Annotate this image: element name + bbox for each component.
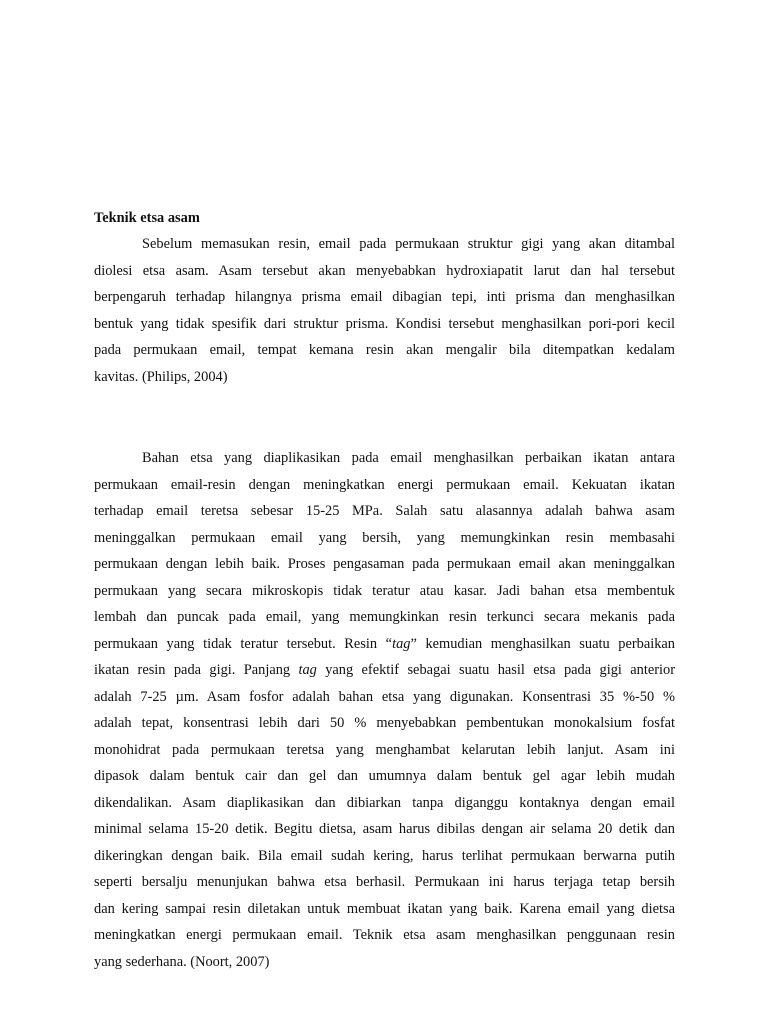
paragraph-line: lembah dan puncak pada email, yang memungkinkan resin terkunci secara mekanis pada [94, 609, 675, 625]
paragraph-1 [94, 234, 675, 393]
paragraph-line-with-italic: permukaan yang tidak teratur tersebut. Resin “tag” kemudian menghasilkan suatu perbaikan [94, 635, 675, 652]
paragraph-line: permukaan email-resin dengan meningkatkan energi permukaan email. Kekuatan ikatan [94, 476, 675, 493]
paragraph-line: permukaan dengan lebih baik. Proses pengasaman pada permukaan email akan meninggalkan [94, 556, 675, 572]
paragraph-line: berpengaruh terhadap hilangnya prisma email dibagian tepi, inti prisma dan menghasilkan [94, 289, 675, 305]
paragraph-line: terhadap email teretsa sebesar 15-25 MPa. Salah satu alasannya adalah bahwa asam [94, 503, 675, 519]
paragraph-line: meninggalkan permukaan email yang bersih, yang memungkinkan resin membasahi [94, 529, 675, 546]
paragraph-line: minimal selama 15-20 detik. Begitu dietsa, asam harus dibilas dengan air selama 20 detik dan [94, 821, 675, 837]
paragraph-line: Bahan etsa yang diaplikasikan pada email menghasilkan perbaikan ikatan antara [142, 450, 675, 466]
paragraph-line: dikeringkan dengan baik. Bila email sudah kering, harus terlihat permukaan berwarna putih [94, 847, 675, 864]
paragraph-line: seperti bersalju menunjukan bahwa etsa berhasil. Permukaan ini harus terjaga tetap bersih [94, 874, 675, 890]
paragraph-line: dan kering sampai resin diletakan untuk membuat ikatan yang baik. Karena email yang dietsa [94, 900, 675, 917]
paragraph-line: diolesi etsa asam. Asam tersebut akan menyebabkan hydroxiapatit larut dan hal tersebut [94, 262, 675, 279]
paragraph-line: dipasok dalam bentuk cair dan gel dan umumnya dalam bentuk gel agar lebih mudah [94, 768, 675, 784]
paragraph-line: meningkatkan energi permukaan email. Teknik etsa asam menghasilkan penggunaan resin [94, 927, 675, 943]
italic-term: tag [298, 662, 317, 678]
paragraph-line: kavitas. (Philips, 2004) [94, 368, 228, 385]
paragraph-line-with-italic: ikatan resin pada gigi. Panjang tag yang efektif sebagai suatu hasil etsa pada gigi anterior [94, 662, 675, 678]
paragraph-line: dikendalikan. Asam diaplikasikan dan dibiarkan tanpa diganggu kontaknya dengan email [94, 794, 675, 811]
paragraph-line: pada permukaan email, tempat kemana resin akan mengalir bila ditempatkan kedalam [94, 342, 675, 358]
paragraph-line: yang sederhana. (Noort, 2007) [94, 953, 270, 970]
paragraph-line: permukaan yang secara mikroskopis tidak teratur atau kasar. Jadi bahan etsa membentuk [94, 582, 675, 599]
italic-term: tag [392, 635, 411, 652]
paragraph-line: monohidrat pada permukaan teretsa yang menghambat kelarutan lebih lanjut. Asam ini [94, 741, 675, 758]
paragraph-line: adalah tepat, konsentrasi lebih dari 50 % menyebabkan pembentukan monokalsium fosfat [94, 715, 675, 731]
paragraph-line: Sebelum memasukan resin, email pada permukaan struktur gigi yang akan ditambal [142, 236, 675, 252]
paragraph-2 [94, 448, 675, 978]
paragraph-line: bentuk yang tidak spesifik dari struktur prisma. Kondisi tersebut menghasilkan pori-pori kecil [94, 315, 675, 332]
section-heading: Teknik etsa asam [94, 210, 200, 226]
paragraph-line: adalah 7-25 µm. Asam fosfor adalah bahan etsa yang digunakan. Konsentrasi 35 %-50 % [94, 688, 675, 705]
